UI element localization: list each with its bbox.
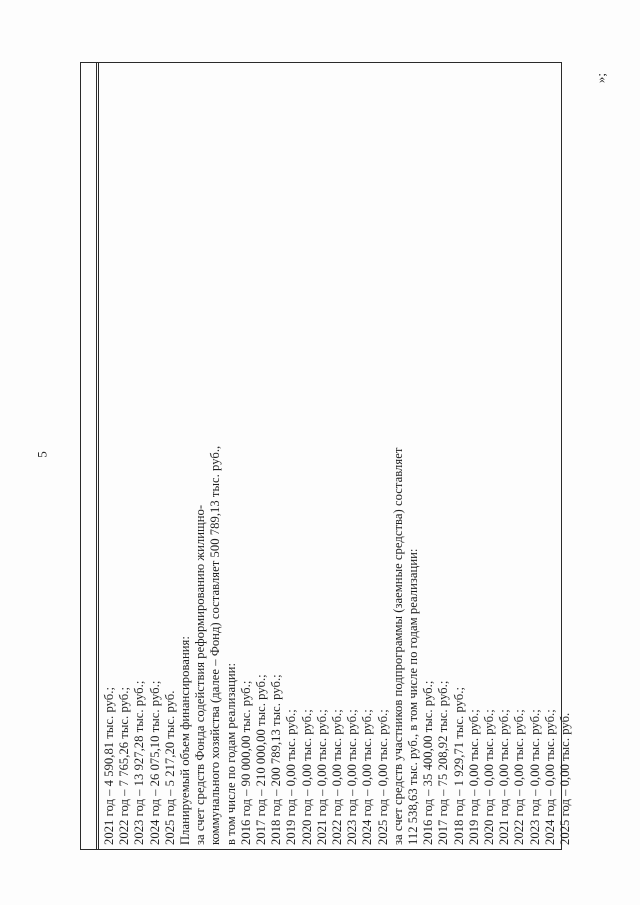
text-line: 2023 год – 13 927,28 тыс. руб.; xyxy=(132,680,147,845)
table-column-divider xyxy=(96,62,97,850)
text-line: 2025 год – 5 217,20 тыс. руб. xyxy=(162,690,177,845)
financing-text-block xyxy=(100,65,573,845)
text-line: 2025 год – 0,00 тыс. руб.; xyxy=(375,709,390,845)
text-line: коммунального хозяйства (далее – Фонд) составляет 500 789,13 тыс. руб., xyxy=(208,445,223,845)
text-line: в том числе по годам реализации: xyxy=(223,662,238,845)
text-line: 2023 год – 0,00 тыс. руб.; xyxy=(527,709,542,845)
text-line: 2021 год – 0,00 тыс. руб.; xyxy=(497,709,512,845)
text-line: 2025 год – 0,00 тыс. руб. xyxy=(558,712,573,845)
text-line: 2022 год – 7 765,26 тыс. руб.; xyxy=(117,686,132,845)
text-line: 2019 год – 0,00 тыс. руб.; xyxy=(466,709,481,845)
text-line: 2021 год – 0,00 тыс. руб.; xyxy=(314,709,329,845)
text-line: 2017 год – 75 208,92 тыс. руб.; xyxy=(436,680,451,845)
text-line: Планируемый объем финансирования: xyxy=(178,636,193,845)
text-line: 2024 год – 26 075,10 тыс. руб.; xyxy=(147,680,162,845)
text-line: 2018 год – 1 929,71 тыс. руб.; xyxy=(451,686,466,845)
text-line: 112 538,63 тыс. руб., в том числе по годам реализации: xyxy=(406,548,421,845)
text-line: 2019 год – 0,00 тыс. руб.; xyxy=(284,709,299,845)
text-line: 2022 год – 0,00 тыс. руб.; xyxy=(330,709,345,845)
text-line: за счет средств Фонда содействия реформированию жилищно- xyxy=(193,504,208,845)
closing-quote-mark: »; xyxy=(593,72,609,84)
text-line: 2020 год – 0,00 тыс. руб.; xyxy=(299,709,314,845)
text-line: 2022 год – 0,00 тыс. руб.; xyxy=(512,709,527,845)
text-line: 2023 год – 0,00 тыс. руб.; xyxy=(345,709,360,845)
text-line: 2018 год – 200 789,13 тыс. руб.; xyxy=(269,674,284,845)
text-line: 2017 год – 210 000,00 тыс. руб.; xyxy=(254,674,269,845)
text-line: 2016 год – 90 000,00 тыс. руб.; xyxy=(238,680,253,845)
text-line: за счет средств участников подпрограммы (заемные средства) составляет xyxy=(390,447,405,845)
text-line: 2020 год – 0,00 тыс. руб.; xyxy=(482,709,497,845)
text-line: 2016 год – 35 400,00 тыс. руб.; xyxy=(421,680,436,845)
text-line: 2021 год – 4 590,81 тыс. руб.; xyxy=(102,686,116,845)
page-number: 5 xyxy=(34,451,50,458)
text-line: 2024 год – 0,00 тыс. руб.; xyxy=(360,709,375,845)
table-column-divider-inner xyxy=(98,62,99,850)
text-line: 2024 год – 0,00 тыс. руб.; xyxy=(542,709,557,845)
